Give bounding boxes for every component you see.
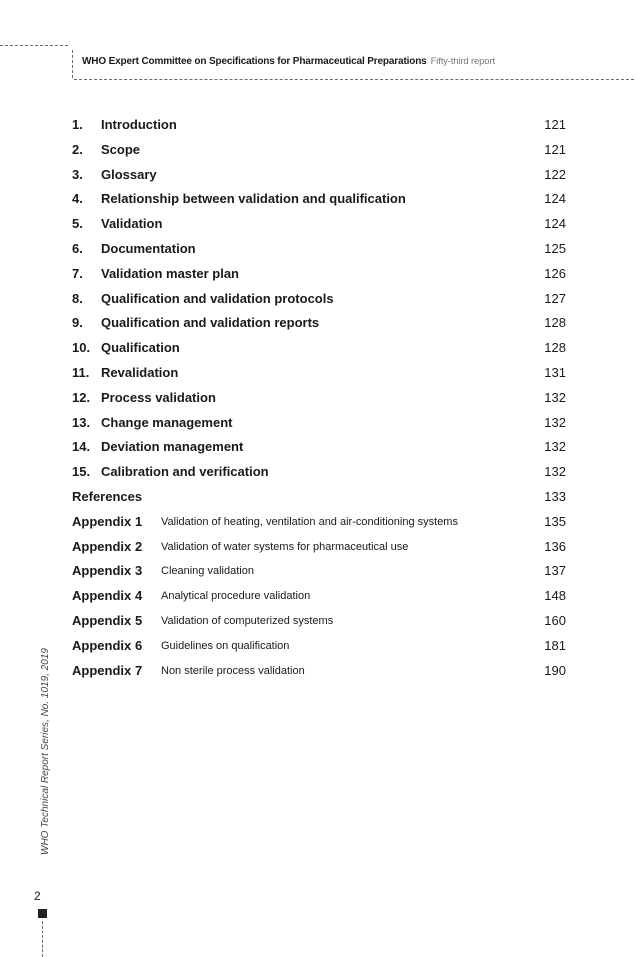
toc-number: 15. — [72, 464, 91, 480]
header-dash-rule-vertical — [72, 50, 73, 78]
appendix-title: Guidelines on qualification — [161, 639, 290, 652]
toc-title: Qualification and validation protocols — [101, 290, 334, 306]
toc-row — [72, 411, 566, 436]
running-header — [82, 56, 495, 67]
toc-number: 7. — [72, 265, 83, 281]
toc-page: 124 — [544, 191, 566, 207]
toc-number: 8. — [72, 290, 83, 306]
appendix-title: Validation of water systems for pharmaceutical use — [161, 540, 409, 553]
appendix-label: Appendix — [72, 588, 132, 604]
toc-title: Glossary — [101, 166, 157, 182]
appendix-title: Validation of heating, ventilation and air-conditioning systems — [161, 515, 458, 528]
toc-page: 125 — [544, 240, 566, 256]
toc-row — [72, 212, 566, 237]
appendix-label: Appendix — [72, 612, 132, 628]
toc-row — [72, 262, 566, 287]
toc-title: Calibration and verification — [101, 464, 269, 480]
header-title: WHO Expert Committee on Specifications for Pharmaceutical Preparations — [82, 56, 427, 67]
page-number: 2 — [34, 889, 41, 903]
header-dash-rule-top — [0, 45, 68, 46]
toc-number: 10. — [72, 340, 91, 356]
toc-row — [72, 311, 566, 336]
appendix-title: Non sterile process validation — [161, 664, 305, 677]
appendix-number: 6 — [135, 637, 143, 653]
toc-page: 128 — [544, 340, 566, 356]
toc-page: 121 — [544, 117, 566, 132]
toc-number: 13. — [72, 414, 91, 430]
toc-title: Validation — [101, 216, 163, 232]
appendix-title: Cleaning validation — [161, 565, 254, 578]
toc-number: 4. — [72, 191, 83, 207]
toc-page: 132 — [544, 414, 566, 430]
appendix-page: 136 — [544, 538, 566, 554]
toc-row — [72, 361, 566, 386]
appendix-number: 1 — [135, 513, 143, 529]
appendix-row — [72, 584, 566, 609]
toc-row — [72, 336, 566, 361]
toc-row — [72, 386, 566, 411]
toc-title: Documentation — [101, 240, 196, 256]
toc-title: Qualification — [101, 340, 180, 356]
appendix-page: 181 — [544, 637, 566, 653]
toc-number: 2. — [72, 141, 83, 157]
references-label: References — [72, 488, 143, 504]
toc-title: Change management — [101, 414, 233, 430]
appendix-label: Appendix — [72, 538, 132, 554]
toc-number: 3. — [72, 166, 83, 182]
toc-row — [72, 435, 566, 460]
series-side-text: WHO Technical Report Series, No. 1019, 2019 — [40, 648, 51, 855]
appendix-number: 7 — [135, 662, 143, 678]
toc-number: 5. — [72, 216, 83, 232]
toc-title: Relationship between validation and qualification — [101, 191, 406, 207]
appendix-page: 160 — [544, 612, 566, 628]
toc-row — [72, 163, 566, 188]
header-dash-rule-bottom — [74, 79, 634, 80]
appendix-page: 148 — [544, 588, 566, 604]
toc-page: 131 — [544, 364, 566, 380]
toc-number: 11. — [72, 364, 90, 380]
toc-row — [72, 287, 566, 312]
toc-row-references — [72, 485, 566, 510]
references-page: 133 — [544, 488, 566, 504]
toc-number: 1. — [72, 117, 83, 132]
toc-title: Qualification and validation reports — [101, 315, 320, 331]
appendix-label: Appendix — [72, 637, 132, 653]
toc-number: 12. — [72, 389, 91, 405]
toc-page: 132 — [544, 439, 566, 455]
toc-row — [72, 237, 566, 262]
toc-row — [72, 187, 566, 212]
toc-number: 9. — [72, 315, 83, 331]
toc-page: 132 — [544, 389, 566, 405]
toc-page: 127 — [544, 290, 566, 306]
toc-page: 126 — [544, 265, 566, 281]
toc-row — [72, 460, 566, 485]
appendix-number: 4 — [135, 588, 143, 604]
appendix-row — [72, 634, 566, 659]
toc-title: Validation master plan — [101, 265, 239, 281]
appendix-row — [72, 510, 566, 535]
appendix-row — [72, 535, 566, 560]
toc-title: Scope — [101, 141, 141, 157]
appendix-row — [72, 559, 566, 584]
toc-title: Process validation — [101, 389, 216, 405]
toc-title: Introduction — [101, 117, 177, 132]
appendix-page: 137 — [544, 563, 566, 579]
toc-title: Deviation management — [101, 439, 244, 455]
appendix-label: Appendix — [72, 662, 132, 678]
toc-page: 121 — [544, 141, 566, 157]
appendix-label: Appendix — [72, 513, 132, 529]
appendix-title: Analytical procedure validation — [161, 590, 311, 603]
toc-number: 14. — [72, 439, 91, 455]
appendix-row — [72, 609, 566, 634]
appendix-number: 5 — [135, 612, 143, 628]
appendix-page: 190 — [544, 662, 566, 678]
toc-page: 128 — [544, 315, 566, 331]
appendix-number: 2 — [135, 538, 143, 554]
header-subtitle: Fifty-third report — [430, 56, 495, 67]
toc-page: 124 — [544, 216, 566, 232]
appendix-number: 3 — [135, 563, 143, 579]
toc-page: 122 — [544, 166, 566, 182]
appendix-title: Validation of computerized systems — [161, 614, 334, 627]
toc-page: 132 — [544, 464, 566, 480]
toc-title: Revalidation — [101, 364, 179, 380]
table-of-contents — [72, 113, 566, 683]
toc-row — [72, 113, 566, 138]
appendix-row — [72, 659, 566, 684]
toc-row — [72, 138, 566, 163]
toc-number: 6. — [72, 240, 83, 256]
appendix-label: Appendix — [72, 563, 132, 579]
appendix-page: 135 — [544, 513, 566, 529]
corner-marker — [38, 909, 47, 918]
corner-dash-rule — [42, 921, 43, 957]
